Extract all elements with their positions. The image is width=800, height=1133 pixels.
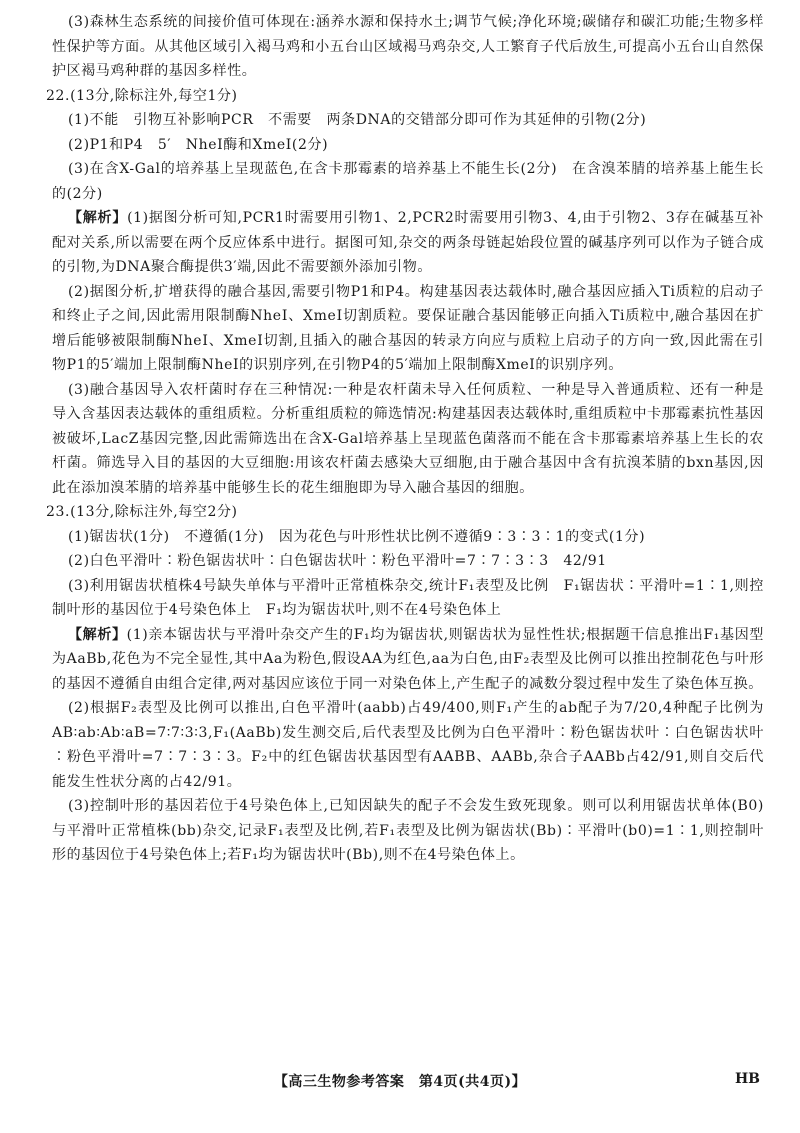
answer-content <box>46 10 764 868</box>
q22-analysis1-text: (1)据图分析可知,PCR1时需要用引物1、2,PCR2时需要用引物3、4,由于引物2、3存在碱基互补配对关系,所以需要在两个反应体系中进行。据图可知,杂交的两条母链起始段位置的碱基序列可以作为子链合成的引物,为DNA聚合酶提供3′端,因此不需要额外添加引物。 <box>52 210 764 275</box>
q21-item3: (3)森林生态系统的间接价值可体现在:涵养水源和保持水土;调节气候;净化环境;碳储存和碳汇功能;生物多样性保护等方面。从其他区域引入褐马鸡和小五台山区域褐马鸡杂交,人工繁育子代后放生,可提高小五台山自然保护区褐马鸡种群的基因多样性。 <box>52 14 764 79</box>
q22-analysis1 <box>52 206 764 280</box>
q23-analysis2: (2)根据F₂表型及比例可以推出,白色平滑叶(aabb)占49/400,则F₁产生的ab配子为7/20,4种配子比例为AB∶ab∶Ab∶aB=7∶7∶3∶3,F₁(AaBb)发生测交后,后代表型及比例为白色平滑叶∶粉色锯齿状叶∶白色锯齿状叶∶粉色平滑叶=7∶7∶3∶3。F₂中的红色锯齿状基因型有AABB、AABb,杂合子AABb占42/91,则自交后代能发生性状分离的占42/91。 <box>52 700 764 790</box>
q22-item1: (1)不能 引物互补影响PCR 不需要 两条DNA的交错部分即可作为其延伸的引物(2分) <box>68 112 647 128</box>
q23-item3: (3)利用锯齿状植株4号缺失单体与平滑叶正常植株杂交,统计F₁表型及比例 F₁锯齿状∶平滑叶=1∶1,则控制叶形的基因位于4号染色体上 F₁均为锯齿状叶,则不在4号染色体上 <box>52 577 764 618</box>
q23-analysis1-text: (1)亲本锯齿状与平滑叶杂交产生的F₁均为锯齿状,则锯齿状为显性性状;根据题干信息推出F₁基因型为AaBb,花色为不完全显性,其中Aa为粉色,假设AA为红色,aa为白色,由F₂表型及比例可以推出控制花色与叶形的基因不遵循自由组合定律,两对基因应该位于同一对染色体上,产生配子的减数分裂过程中发生了染色体互换。 <box>52 626 764 692</box>
q22-analysis-tag: 【解析】 <box>68 210 128 226</box>
paper-code: HB <box>734 1071 760 1087</box>
q23-analysis1 <box>52 623 764 697</box>
q22-item2: (2)P1和P4 5′ NheⅠ酶和XmeⅠ(2分) <box>68 136 329 153</box>
q23-header: 23.(13分,除标注外,每空2分) <box>46 504 238 520</box>
q22-header: 22.(13分,除标注外,每空1分) <box>46 87 238 104</box>
q23-item2: (2)白色平滑叶∶粉色锯齿状叶∶白色锯齿状叶∶粉色平滑叶=7∶7∶3∶3 42/91 <box>68 553 607 569</box>
q23-analysis3: (3)控制叶形的基因若位于4号染色体上,已知因缺失的配子不会发生致死现象。则可以利用锯齿状单体(B0)与平滑叶正常植株(bb)杂交,记录F₁表型及比例,若F₁表型及比例为锯齿状(Bb)∶平滑叶(b0)=1∶1,则控制叶形的基因位于4号染色体上;若F₁均为锯齿状叶(Bb),则不在4号染色体上。 <box>52 798 764 863</box>
q22-analysis3: (3)融合基因导入农杆菌时存在三种情况:一种是农杆菌未导入任何质粒、一种是导入普通质粒、还有一种是导入含基因表达载体的重组质粒。分析重组质粒的筛选情况:构建基因表达载体时,重组质粒中卡那霉素抗性基因被破坏,LacZ基因完整,因此需筛选出在含X-Gal培养基上呈现蓝色菌落而不能在含卡那霉素培养基上生长的农杆菌。筛选导入目的基因的大豆细胞:用该农杆菌去感染大豆细胞,由于融合基因中含有抗溴苯腈的bxn基因,因此在添加溴苯腈的培养基中能够生长的花生细胞即为导入融合基因的细胞。 <box>52 381 764 496</box>
q23-item1: (1)锯齿状(1分) 不遵循(1分) 因为花色与叶形性状比例不遵循9∶3∶3∶1的变式(1分) <box>68 528 646 545</box>
page-footer: 【高三生物参考答案 第4页(共4页)】 <box>273 1074 527 1090</box>
q22-analysis2: (2)据图分析,扩增获得的融合基因,需要引物P1和P4。构建基因表达载体时,融合基因应插入Ti质粒的启动子和终止子之间,因此需用限制酶NheⅠ、XmeⅠ切割质粒。要保证融合基因能够正向插入Ti质粒中,融合基因在扩增后能够被限制酶NheⅠ、XmeⅠ切割,且插入的融合基因的转录方向应与质粒上启动子的方向一致,因此需在引物P1的5′端加上限制酶NheⅠ的识别序列,在引物P4的5′端加上限制酶XmeⅠ的识别序列。 <box>52 283 764 373</box>
q22-item3: (3)在含X-Gal的培养基上呈现蓝色,在含卡那霉素的培养基上不能生长(2分) 在含溴苯腈的培养基上能生长的(2分) <box>52 161 764 202</box>
q23-analysis-tag: 【解析】 <box>68 626 127 643</box>
